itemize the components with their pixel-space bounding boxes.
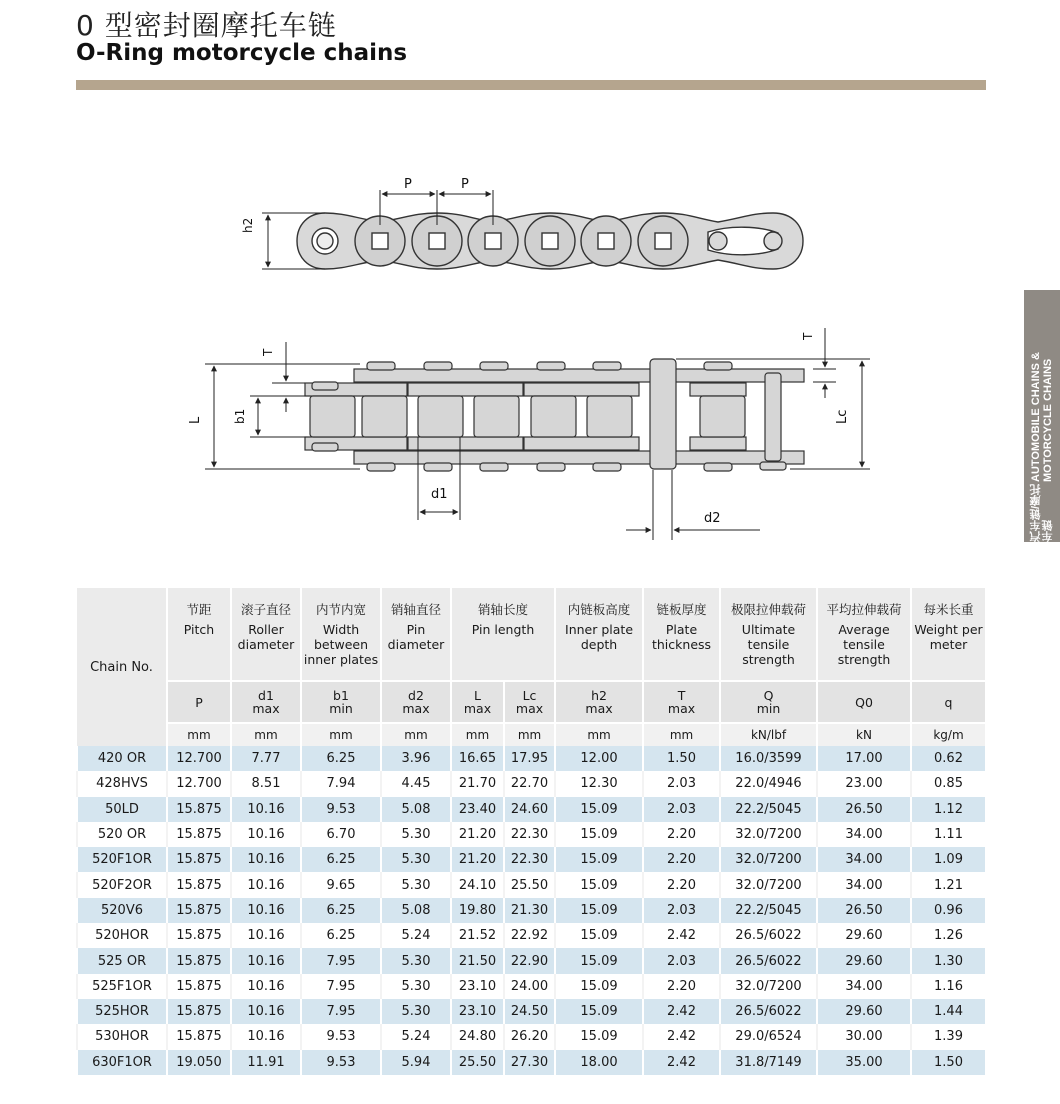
table-cell: 29.0/6524	[720, 1024, 817, 1049]
table-cell: 1.39	[911, 1024, 985, 1049]
header-unit-1: mm	[231, 723, 301, 746]
table-cell: 19.050	[167, 1050, 231, 1075]
table-cell: 22.30	[504, 822, 555, 847]
header-cn-4: 销轴长度	[451, 588, 555, 618]
table-cell: 34.00	[817, 847, 911, 872]
table-cell: 15.875	[167, 923, 231, 948]
chain-no-cell: 520V6	[77, 898, 167, 923]
table-row	[77, 822, 985, 847]
table-cell: 24.00	[504, 974, 555, 999]
table-cell: 12.00	[555, 746, 643, 771]
table-cell: 24.50	[504, 999, 555, 1024]
table-cell: 34.00	[817, 872, 911, 897]
table-row	[77, 847, 985, 872]
table-cell: 12.30	[555, 771, 643, 796]
table-cell: 15.09	[555, 847, 643, 872]
header-en-6: Plate thickness	[643, 618, 720, 681]
table-cell: 15.875	[167, 822, 231, 847]
header-cn-2: 内节内宽	[301, 588, 381, 618]
table-cell: 23.00	[817, 771, 911, 796]
header-cn-7: 极限拉伸载荷	[720, 588, 817, 618]
header-symbol-sub: min	[329, 701, 353, 716]
table-cell: 15.09	[555, 1024, 643, 1049]
table-cell: 26.5/6022	[720, 923, 817, 948]
table-cell: 34.00	[817, 822, 911, 847]
table-cell: 5.24	[381, 923, 451, 948]
label-h2: h2	[241, 217, 255, 233]
table-cell: 10.16	[231, 948, 301, 973]
table-cell: 5.30	[381, 948, 451, 973]
table-cell: 10.16	[231, 999, 301, 1024]
header-en-3: Pin diameter	[381, 618, 451, 681]
table-cell: 30.00	[817, 1024, 911, 1049]
side-tab-label-cn: 汽车链/摩托车链	[1030, 483, 1054, 542]
table-cell: 7.95	[301, 948, 381, 973]
table-cell: 15.875	[167, 974, 231, 999]
table-cell: 11.91	[231, 1050, 301, 1075]
label-lc: Lc	[835, 409, 850, 424]
table-cell: 19.80	[451, 898, 504, 923]
table-cell: 2.42	[643, 923, 720, 948]
header-symbol-text: Q0	[855, 694, 873, 710]
table-row	[77, 797, 985, 822]
header-symbol-text: P	[195, 694, 203, 710]
table-cell: 21.20	[451, 822, 504, 847]
header-symbol-sub: max	[463, 701, 492, 716]
chain-side-view	[297, 213, 803, 269]
table-cell: 32.0/7200	[720, 822, 817, 847]
label-d2: d2	[704, 511, 721, 526]
table-cell: 21.50	[451, 948, 504, 973]
table-cell: 18.00	[555, 1050, 643, 1075]
label-b1: b1	[233, 408, 247, 424]
table-cell: 5.30	[381, 999, 451, 1024]
table-cell: 2.20	[643, 847, 720, 872]
table-cell: 1.50	[643, 746, 720, 771]
table-cell: 15.09	[555, 872, 643, 897]
table-cell: 15.09	[555, 822, 643, 847]
table-cell: 23.40	[451, 797, 504, 822]
table-cell: 7.95	[301, 974, 381, 999]
page-title-en: O-Ring motorcycle chains	[76, 40, 408, 66]
table-cell: 15.875	[167, 1024, 231, 1049]
header-en-0: Pitch	[167, 618, 231, 681]
header-symbol-text: Q	[763, 688, 774, 703]
header-chain-no: Chain No.	[77, 588, 167, 746]
label-t-right: T	[801, 332, 815, 340]
header-symbol-4	[451, 681, 504, 723]
header-cn-9: 每米长重	[911, 588, 985, 618]
table-cell: 5.94	[381, 1050, 451, 1075]
header-unit-7: kN/lbf	[720, 723, 817, 746]
chain-no-cell: 428HVS	[77, 771, 167, 796]
table-cell: 6.25	[301, 898, 381, 923]
table-cell: 2.20	[643, 872, 720, 897]
table-cell: 25.50	[504, 872, 555, 897]
table-cell: 7.94	[301, 771, 381, 796]
table-row	[77, 1050, 985, 1075]
table-row	[77, 872, 985, 897]
header-cn-6: 链板厚度	[643, 588, 720, 618]
table-cell: 15.875	[167, 898, 231, 923]
header-symbol-sub: max	[402, 701, 430, 716]
table-cell: 26.5/6022	[720, 999, 817, 1024]
chain-no-cell: 525F1OR	[77, 974, 167, 999]
table-cell: 35.00	[817, 1050, 911, 1075]
header-en-1: Roller diameter	[231, 618, 301, 681]
table-cell: 32.0/7200	[720, 847, 817, 872]
table-cell: 24.80	[451, 1024, 504, 1049]
table-row	[77, 746, 985, 771]
table-cell: 6.25	[301, 847, 381, 872]
table-cell: 9.65	[301, 872, 381, 897]
table-cell: 6.25	[301, 746, 381, 771]
table-cell: 2.03	[643, 898, 720, 923]
table-cell: 22.90	[504, 948, 555, 973]
table-cell: 29.60	[817, 999, 911, 1024]
table-cell: 2.42	[643, 1050, 720, 1075]
table-cell: 1.26	[911, 923, 985, 948]
spec-table	[76, 588, 985, 1075]
label-p2: P	[461, 177, 469, 192]
table-cell: 0.96	[911, 898, 985, 923]
header-symbol-6	[643, 681, 720, 723]
chain-plan-view	[305, 359, 804, 471]
table-cell: 1.09	[911, 847, 985, 872]
header-symbol-7	[720, 681, 817, 723]
header-symbol-sub: min	[756, 701, 781, 716]
table-cell: 2.03	[643, 797, 720, 822]
table-cell: 15.09	[555, 923, 643, 948]
table-cell: 22.2/5045	[720, 797, 817, 822]
table-cell: 1.11	[911, 822, 985, 847]
table-cell: 5.08	[381, 898, 451, 923]
table-cell: 21.70	[451, 771, 504, 796]
table-cell: 21.52	[451, 923, 504, 948]
header-symbol-sub: max	[667, 701, 696, 716]
table-row	[77, 974, 985, 999]
table-cell: 1.50	[911, 1050, 985, 1075]
table-cell: 1.30	[911, 948, 985, 973]
header-symbol-1	[231, 681, 301, 723]
page-title-cn: 0 型密封圈摩托车链	[76, 9, 337, 42]
chain-no-cell: 420 OR	[77, 746, 167, 771]
table-cell: 22.92	[504, 923, 555, 948]
table-cell: 10.16	[231, 822, 301, 847]
table-cell: 23.10	[451, 999, 504, 1024]
table-cell: 12.700	[167, 771, 231, 796]
header-unit-9: kg/m	[911, 723, 985, 746]
chain-no-cell: 50LD	[77, 797, 167, 822]
table-cell: 15.09	[555, 974, 643, 999]
table-cell: 5.24	[381, 1024, 451, 1049]
table-cell: 26.50	[817, 797, 911, 822]
chain-no-cell: 530HOR	[77, 1024, 167, 1049]
table-cell: 15.875	[167, 847, 231, 872]
chain-no-cell: 630F1OR	[77, 1050, 167, 1075]
table-cell: 5.30	[381, 872, 451, 897]
header-symbol-text: L	[474, 688, 481, 703]
chain-no-cell: 525 OR	[77, 948, 167, 973]
chain-no-cell: 520F2OR	[77, 872, 167, 897]
table-cell: 17.95	[504, 746, 555, 771]
label-L: L	[188, 416, 203, 424]
chain-no-cell: 520HOR	[77, 923, 167, 948]
table-cell: 6.70	[301, 822, 381, 847]
table-cell: 2.20	[643, 974, 720, 999]
table-cell: 15.09	[555, 999, 643, 1024]
table-cell: 32.0/7200	[720, 974, 817, 999]
header-symbol-0	[167, 681, 231, 723]
header-unit-3: mm	[381, 723, 451, 746]
table-cell: 9.53	[301, 797, 381, 822]
header-symbol-4-2	[504, 681, 555, 723]
header-en-7: Ultimate tensile strength	[720, 618, 817, 681]
table-cell: 16.0/3599	[720, 746, 817, 771]
table-cell: 15.875	[167, 872, 231, 897]
table-cell: 15.09	[555, 948, 643, 973]
header-symbol-2	[301, 681, 381, 723]
header-symbol-sub: max	[585, 701, 613, 716]
table-cell: 2.42	[643, 1024, 720, 1049]
label-p1: P	[404, 177, 412, 192]
table-cell: 21.30	[504, 898, 555, 923]
table-cell: 9.53	[301, 1050, 381, 1075]
chain-no-cell: 525HOR	[77, 999, 167, 1024]
header-symbol-3	[381, 681, 451, 723]
table-cell: 1.44	[911, 999, 985, 1024]
table-cell: 10.16	[231, 1024, 301, 1049]
table-cell: 21.20	[451, 847, 504, 872]
table-cell: 3.96	[381, 746, 451, 771]
header-unit-4-2: mm	[504, 723, 555, 746]
table-cell: 15.875	[167, 999, 231, 1024]
table-cell: 10.16	[231, 797, 301, 822]
table-cell: 2.42	[643, 999, 720, 1024]
header-symbol-5	[555, 681, 643, 723]
table-cell: 1.16	[911, 974, 985, 999]
table-cell: 5.30	[381, 974, 451, 999]
header-symbol-text: d1	[258, 688, 274, 703]
header-en-4: Pin length	[451, 618, 555, 681]
table-cell: 26.5/6022	[720, 948, 817, 973]
header-en-2: Width between inner plates	[301, 618, 381, 681]
header-symbol-text: h2	[591, 688, 607, 703]
table-row	[77, 1024, 985, 1049]
table-cell: 16.65	[451, 746, 504, 771]
header-cn-0: 节距	[167, 588, 231, 618]
header-symbol-9	[911, 681, 985, 723]
table-cell: 1.21	[911, 872, 985, 897]
table-cell: 17.00	[817, 746, 911, 771]
label-d1: d1	[431, 487, 448, 502]
header-unit-8: kN	[817, 723, 911, 746]
table-cell: 2.03	[643, 771, 720, 796]
header-symbol-text: T	[677, 688, 686, 703]
chain-no-cell: 520F1OR	[77, 847, 167, 872]
table-cell: 10.16	[231, 847, 301, 872]
header-symbol-sub: max	[515, 701, 544, 716]
header-unit-6: mm	[643, 723, 720, 746]
table-row	[77, 948, 985, 973]
table-cell: 0.62	[911, 746, 985, 771]
table-cell: 7.95	[301, 999, 381, 1024]
table-cell: 15.875	[167, 797, 231, 822]
table-cell: 29.60	[817, 923, 911, 948]
table-cell: 32.0/7200	[720, 872, 817, 897]
table-cell: 34.00	[817, 974, 911, 999]
header-symbol-sub: max	[252, 701, 280, 716]
table-cell: 24.10	[451, 872, 504, 897]
table-cell: 26.50	[817, 898, 911, 923]
table-cell: 22.2/5045	[720, 898, 817, 923]
table-cell: 5.08	[381, 797, 451, 822]
table-cell: 15.875	[167, 948, 231, 973]
header-symbol-text: b1	[333, 688, 349, 703]
table-cell: 23.10	[451, 974, 504, 999]
table-cell: 15.09	[555, 898, 643, 923]
header-en-8: Average tensile strength	[817, 618, 911, 681]
header-symbol-text: q	[944, 694, 953, 710]
header-cn-5: 内链板高度	[555, 588, 643, 618]
table-row	[77, 771, 985, 796]
table-cell: 12.700	[167, 746, 231, 771]
table-cell: 29.60	[817, 948, 911, 973]
table-cell: 22.70	[504, 771, 555, 796]
table-cell: 1.12	[911, 797, 985, 822]
header-en-9: Weight per meter	[911, 618, 985, 681]
header-cn-3: 销轴直径	[381, 588, 451, 618]
table-cell: 22.0/4946	[720, 771, 817, 796]
header-en-5: Inner plate depth	[555, 618, 643, 681]
table-cell: 25.50	[451, 1050, 504, 1075]
table-cell: 0.85	[911, 771, 985, 796]
table-cell: 6.25	[301, 923, 381, 948]
table-cell: 10.16	[231, 872, 301, 897]
header-unit-0: mm	[167, 723, 231, 746]
table-cell: 10.16	[231, 898, 301, 923]
table-cell: 5.30	[381, 822, 451, 847]
header-cn-8: 平均拉伸载荷	[817, 588, 911, 618]
header-unit-2: mm	[301, 723, 381, 746]
table-cell: 22.30	[504, 847, 555, 872]
label-t-left: T	[261, 348, 275, 356]
table-cell: 2.03	[643, 948, 720, 973]
side-tab-label-en: AUTOMOBILE CHAINS & MOTORCYCLE CHAINS	[1030, 352, 1054, 483]
table-cell: 4.45	[381, 771, 451, 796]
table-row	[77, 898, 985, 923]
table-cell: 15.09	[555, 797, 643, 822]
header-unit-5: mm	[555, 723, 643, 746]
table-cell: 9.53	[301, 1024, 381, 1049]
table-cell: 24.60	[504, 797, 555, 822]
table-cell: 2.20	[643, 822, 720, 847]
header-unit-4: mm	[451, 723, 504, 746]
table-cell: 31.8/7149	[720, 1050, 817, 1075]
table-cell: 27.30	[504, 1050, 555, 1075]
chain-no-cell: 520 OR	[77, 822, 167, 847]
table-cell: 10.16	[231, 923, 301, 948]
header-symbol-8	[817, 681, 911, 723]
header-symbol-text: d2	[408, 688, 424, 703]
header-cn-1: 滚子直径	[231, 588, 301, 618]
table-row	[77, 923, 985, 948]
header-symbol-text: Lc	[522, 688, 537, 703]
table-cell: 10.16	[231, 974, 301, 999]
table-cell: 8.51	[231, 771, 301, 796]
table-cell: 7.77	[231, 746, 301, 771]
table-row	[77, 999, 985, 1024]
table-cell: 26.20	[504, 1024, 555, 1049]
table-cell: 5.30	[381, 847, 451, 872]
